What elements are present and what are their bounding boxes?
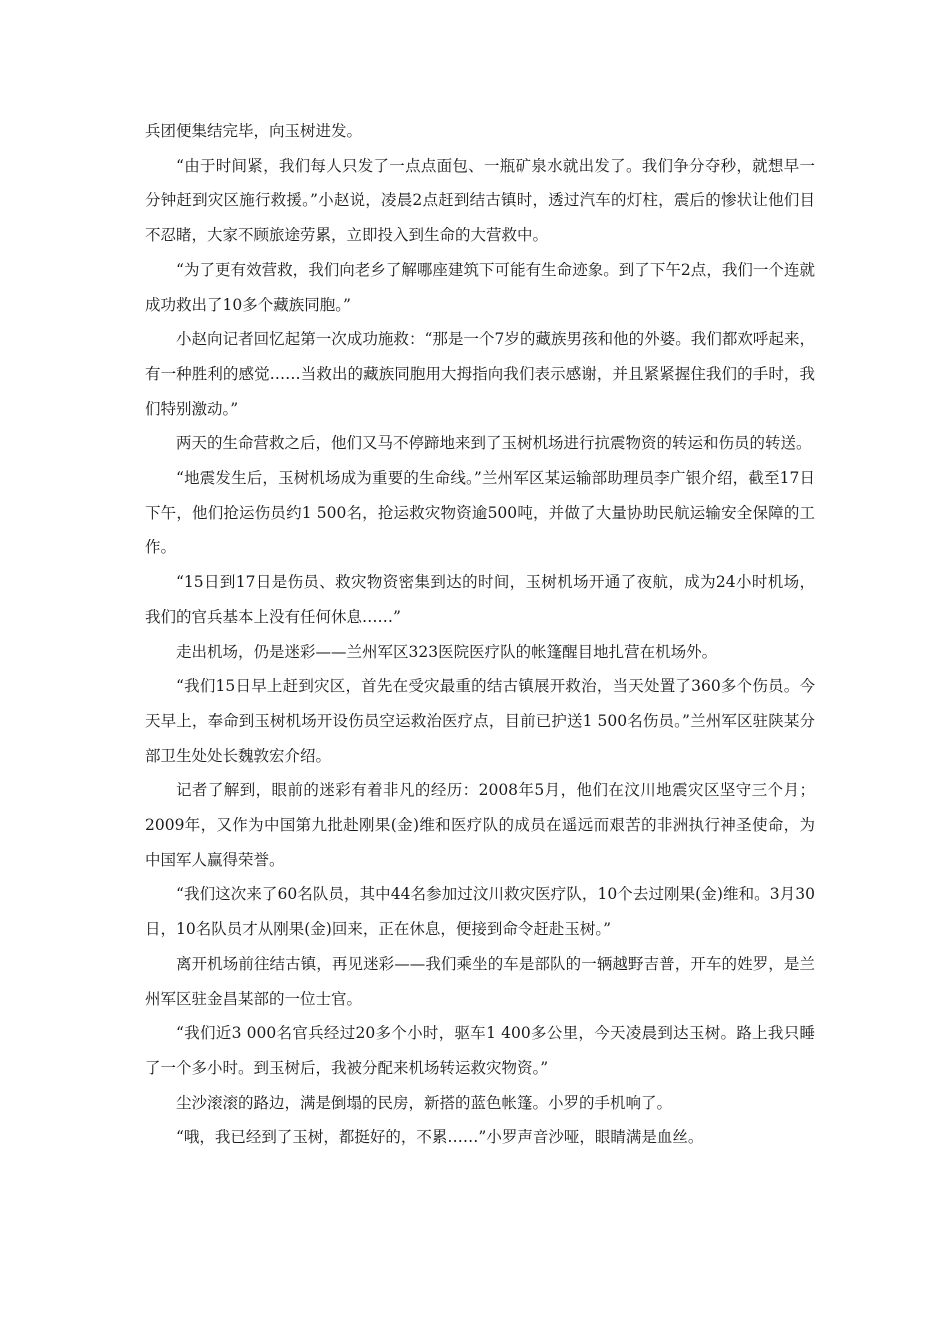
paragraph-13: “我们近3 000名官兵经过20多个小时，驱车1 400多公里，今天凌晨到达玉树。路上我只睡了一个多小时。到玉树后，我被分配来机场转运救灾物资。”	[145, 1024, 815, 1077]
paragraph-6: “地震发生后，玉树机场成为重要的生命线。”兰州军区某运输部助理员李广银介绍，截至17日下午，他们抢运伤员约1 500名，抢运救灾物资逾500吨，并做了大量协助民航运输安全保障的工作。	[145, 469, 815, 557]
paragraph-4: 小赵向记者回忆起第一次成功施救：“那是一个7岁的藏族男孩和他的外婆。我们都欢呼起来，有一种胜利的感觉……当救出的藏族同胞用大拇指向我们表示感谢，并且紧紧握住我们的手时，我们特别激动。”	[145, 330, 815, 418]
paragraph-5: 两天的生命营救之后，他们又马不停蹄地来到了玉树机场进行抗震物资的转运和伤员的转送。	[176, 434, 812, 453]
paragraph-15: “哦，我已经到了玉树，都挺好的，不累……”小罗声音沙哑，眼睛满是血丝。	[176, 1128, 704, 1147]
paragraph-2: “由于时间紧，我们每人只发了一点点面包、一瓶矿泉水就出发了。我们争分夺秒，就想早一分钟赶到灾区施行救援。”小赵说，凌晨2点赶到结古镇时，透过汽车的灯柱，震后的惨状让他们目不忍睹，大家不顾旅途劳累，立即投入到生命的大营救中。	[145, 156, 815, 245]
paragraph-14: 尘沙滚滚的路边，满是倒塌的民房，新搭的蓝色帐篷。小罗的手机响了。	[176, 1093, 673, 1112]
article-body	[145, 114, 815, 1155]
paragraph-11: “我们这次来了60名队员，其中44名参加过汶川救灾医疗队，10个去过刚果(金)维和。3月30日，10名队员才从刚果(金)回来，正在休息，便接到命令赶赴玉树。”	[145, 885, 815, 939]
paragraph-7: “15日到17日是伤员、救灾物资密集到达的时间，玉树机场开通了夜航，成为24小时机场，我们的官兵基本上没有任何休息……”	[145, 573, 815, 626]
paragraph-10: 记者了解到，眼前的迷彩有着非凡的经历：2008年5月，他们在汶川地震灾区坚守三个月；2009年，又作为中国第九批赴刚果(金)维和医疗队的成员在遥远而艰苦的非洲执行神圣使命，为中国军人赢得荣誉。	[145, 781, 815, 869]
paragraph-3: “为了更有效营救，我们向老乡了解哪座建筑下可能有生命迹象。到了下午2点，我们一个连就成功救出了10多个藏族同胞。”	[145, 260, 815, 314]
paragraph-8: 走出机场，仍是迷彩——兰州军区323医院医疗队的帐篷醒目地扎营在机场外。	[176, 642, 718, 661]
paragraph-9: “我们15日早上赶到灾区，首先在受灾最重的结古镇展开救治，当天处置了360多个伤员。今天早上，奉命到玉树机场开设伤员空运救治医疗点，目前已护送1 500名伤员。”兰州军区驻陕某分部卫生处处长魏敦宏介绍。	[145, 677, 815, 765]
paragraph-12: 离开机场前往结古镇，再见迷彩——我们乘坐的车是部队的一辆越野吉普，开车的姓罗，是兰州军区驻金昌某部的一位士官。	[145, 954, 815, 1008]
paragraph-1: 兵团便集结完毕，向玉树进发。	[145, 122, 363, 140]
